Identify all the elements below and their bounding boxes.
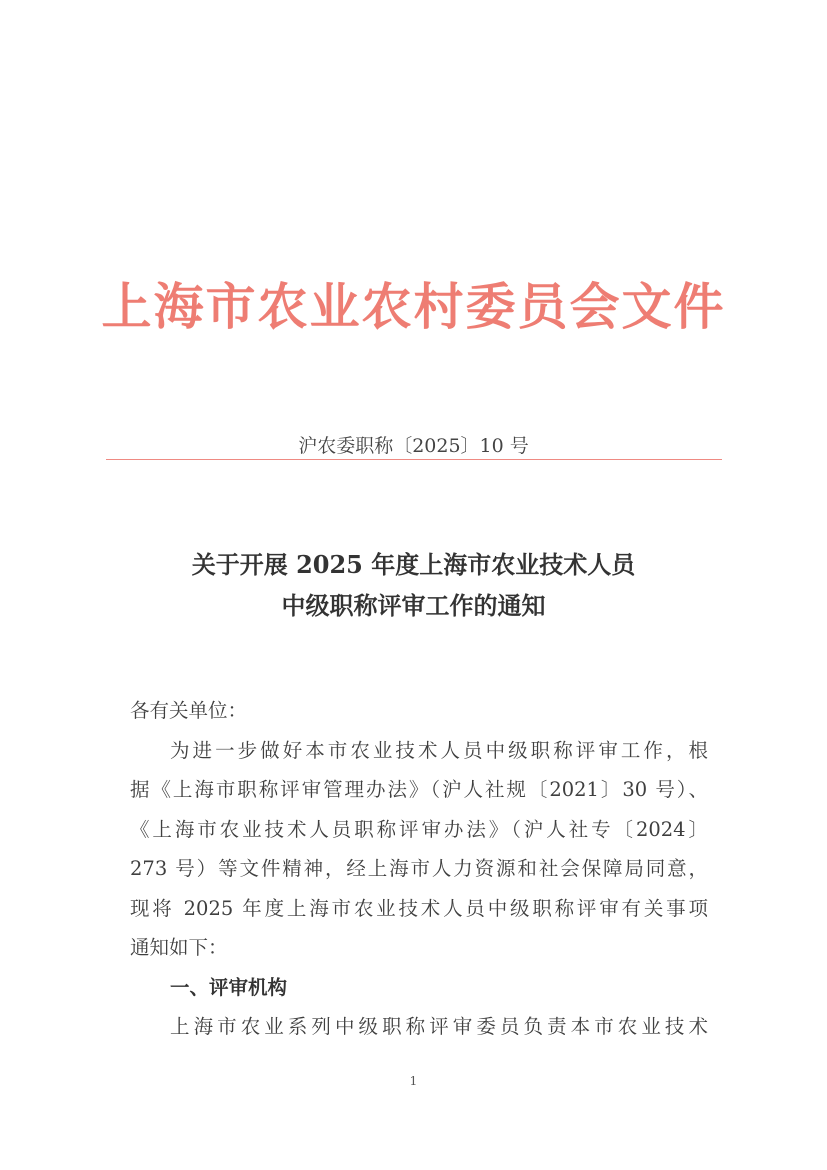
paragraph-line: 《上海市农业技术人员职称评审办法》（沪人社专〔2024〕	[130, 817, 708, 841]
paragraph-line: 为进一步做好本市农业技术人员中级职称评审工作，根	[170, 738, 708, 762]
notice-title	[0, 544, 827, 626]
section-heading: 一、评审机构	[170, 975, 288, 999]
notice-title-line: 关于开展 2025 年度上海市农业技术人员	[191, 550, 636, 579]
red-divider-line	[106, 459, 722, 460]
document-masthead: 上海市农业农村委员会文件	[101, 277, 726, 336]
paragraph-line: 据《上海市职称评审管理办法》（沪人社规〔2021〕30 号）、	[130, 778, 708, 801]
paragraph-line: 273 号）等文件精神，经上海市人力资源和社会保障局同意，	[130, 857, 708, 880]
document-number: 沪农委职称〔2025〕10 号	[298, 435, 529, 457]
paragraph-line: 现将 2025 年度上海市农业技术人员中级职称评审有关事项	[130, 896, 708, 920]
salutation: 各有关单位：	[130, 699, 248, 722]
notice-title-line: 中级职称评审工作的通知	[281, 591, 546, 620]
paragraph-line: 通知如下：	[130, 936, 228, 959]
section-paragraph-line: 上海市农业系列中级职称评审委员负责本市农业技术	[170, 1015, 708, 1038]
document-body	[130, 691, 708, 1047]
page-number: 1	[409, 1074, 418, 1088]
